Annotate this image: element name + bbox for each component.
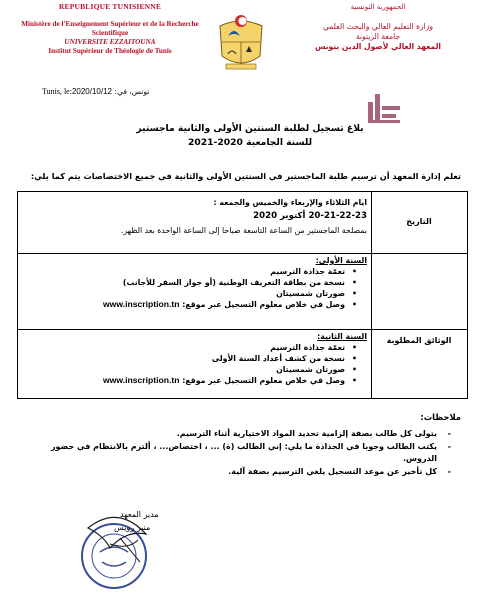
title-line-1: بلاغ تسجيل لطلبة السنتين الأولى والثانية ماجستير bbox=[136, 123, 364, 134]
title-line-2: للسنة الجامعية 2020-2021 bbox=[187, 137, 313, 148]
university-ar: جامعة الزيتونة bbox=[355, 32, 401, 41]
registration-site-link[interactable]: www.inscription.tn bbox=[102, 375, 180, 385]
notes-heading: ملاحظات: bbox=[420, 412, 461, 422]
university-fr: UNIVERSITE EZZAITOUNA bbox=[64, 38, 156, 46]
tunisia-coat-of-arms-icon bbox=[214, 12, 268, 72]
date-days: ايام الثلاثاء والإربعاء والخميس والجمعه : bbox=[213, 198, 367, 207]
place-date-label-fr: Tunis, le: bbox=[42, 87, 72, 96]
list-item-text: وصل في خلاص معلوم التسجيل عبر موقع: bbox=[179, 300, 345, 309]
institute-logo-icon bbox=[366, 92, 402, 124]
ministry-fr: Ministère de l'Enseignement Supérieur et de la Recherche Scientifique bbox=[21, 20, 199, 37]
place-date-value: 2020/10/12 bbox=[71, 87, 112, 96]
list-item bbox=[22, 299, 367, 310]
table-divider-1 bbox=[18, 253, 467, 254]
year1-list bbox=[22, 266, 367, 310]
institute-ar: المعهد العالي لأصول الدين بتونس bbox=[314, 42, 442, 51]
header-left bbox=[20, 2, 200, 56]
list-item: • نسخة من كشف أعداد السنة الأولى bbox=[22, 353, 367, 364]
year2-heading: السنة الثانية: bbox=[317, 332, 367, 341]
announcement-title bbox=[60, 122, 440, 150]
signature-title: مدير المعهد bbox=[120, 510, 159, 519]
list-item: • صورتان شمسيتان bbox=[22, 364, 367, 375]
year1-cell bbox=[22, 255, 367, 310]
institute-fr: Institut Supérieur de Théologie de Tunis bbox=[48, 47, 172, 55]
year2-list bbox=[22, 342, 367, 386]
list-item-text: وصل في خلاص معلوم التسجيل عبر موقع: bbox=[179, 376, 345, 385]
official-stamp-icon bbox=[70, 508, 162, 594]
date-label: التاريخ bbox=[406, 217, 432, 226]
date-cell bbox=[22, 197, 367, 236]
year2-cell bbox=[22, 331, 367, 386]
intro-paragraph: تعلم إدارة المعهد أن ترسيم طلبة الماجستير في السنتين الأولى والثانية في جميع الاختصاصات يتم كما يلي: bbox=[30, 171, 461, 181]
registration-table bbox=[17, 191, 468, 399]
note-item: - كل تأخير عن موعد التسجيل يلغي الترسيم بصفة آلية. bbox=[21, 466, 461, 479]
signature-name: منير رويس bbox=[114, 523, 151, 532]
registration-site-link[interactable]: www.inscription.tn bbox=[102, 299, 180, 309]
header-right bbox=[293, 2, 463, 52]
year1-heading: السنة الأولى: bbox=[315, 256, 367, 265]
note-item: - يكتب الطالب وجوبا في الجذاذة ما يلي: إني الطالب (ة) ... ، اختصاص... ، ألتزم بالانتظام في حضور الدروس. bbox=[21, 441, 461, 466]
list-item: • تعمّة جذاذة الترسيم bbox=[22, 266, 367, 277]
date-hours: بمصلحة الماجستير من الساعة التاسعة صباحا إلى الساعة الواحدة بعد الظهر. bbox=[120, 226, 367, 235]
place-date bbox=[42, 87, 149, 96]
note-item: - يتولى كل طالب بصفة إلزامية تحديد المواد الاختيارية أثناء الترسيم. bbox=[21, 428, 461, 441]
list-item: • تعمّة جذاذة الترسيم bbox=[22, 342, 367, 353]
ministry-ar: وزارة التعليم العالي والبحث العلمي bbox=[322, 22, 434, 31]
republic-ar: الجمهورية التونسية bbox=[350, 3, 406, 11]
list-item bbox=[22, 375, 367, 386]
list-item: • صورتان شمسيتان bbox=[22, 288, 367, 299]
list-item: • نسخة من بطاقة التعريف الوطنية (أو جواز السفر للأجانب) bbox=[22, 277, 367, 288]
docs-label: الوثائق المطلوبة bbox=[386, 336, 452, 345]
place-date-label-ar: :تونس، في bbox=[114, 87, 150, 96]
republic-fr: REPUBLIQUE TUNISIENNE bbox=[58, 2, 162, 11]
date-range: 20-21-22-23 أكتوبر 2020 bbox=[253, 211, 367, 221]
table-divider-2 bbox=[18, 329, 467, 330]
notes-list bbox=[21, 428, 461, 478]
